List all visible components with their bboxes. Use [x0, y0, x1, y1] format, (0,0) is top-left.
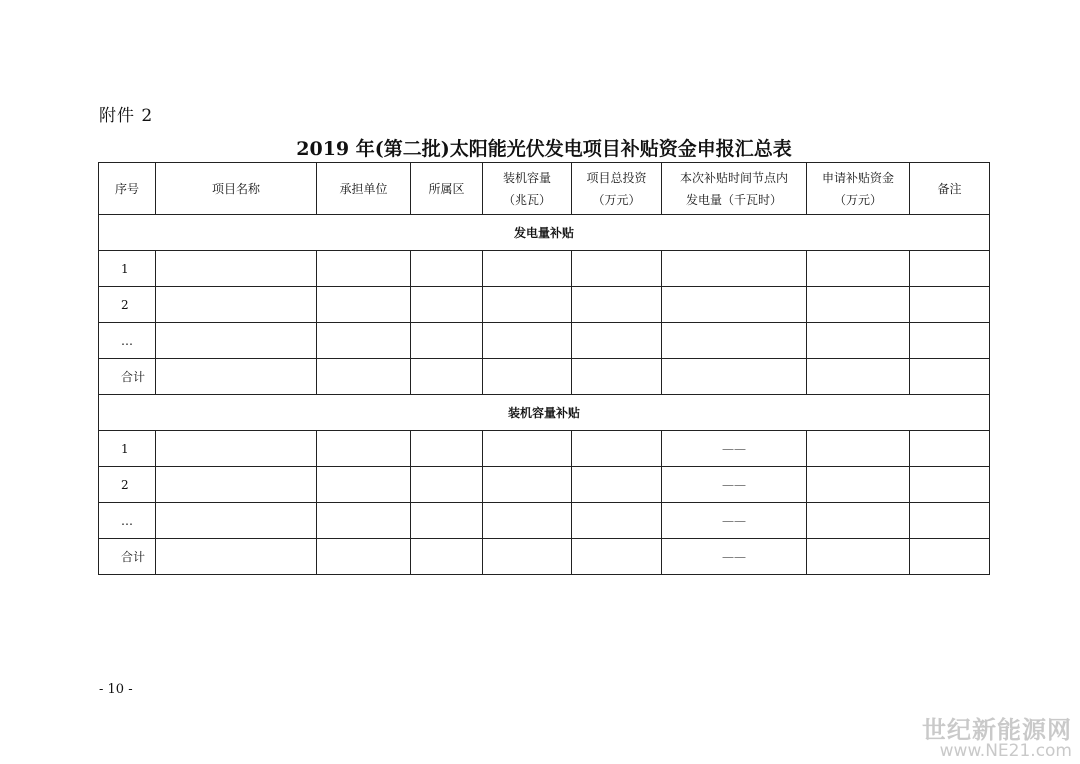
table-cell: [807, 359, 910, 395]
section-title: 发电量补贴: [99, 215, 990, 251]
watermark-text: 世纪新能源网: [922, 716, 1072, 744]
header-generation: 本次补贴时间节点内 发电量（千瓦时）: [662, 163, 807, 215]
generation-cell: [662, 287, 807, 323]
table-cell: [411, 503, 483, 539]
generation-cell: ——: [662, 539, 807, 575]
table-cell: [483, 287, 572, 323]
table-cell: [910, 359, 990, 395]
table-cell: [483, 431, 572, 467]
table-cell: [411, 431, 483, 467]
table-cell: [411, 287, 483, 323]
table-cell: [411, 467, 483, 503]
row-index: 1: [99, 431, 156, 467]
table-cell: [910, 323, 990, 359]
table-row-total: [99, 539, 990, 575]
table-cell: [156, 251, 317, 287]
generation-cell: [662, 323, 807, 359]
header-remarks: 备注: [910, 163, 990, 215]
row-index: 1: [99, 251, 156, 287]
generation-cell: [662, 359, 807, 395]
table-cell: [156, 539, 317, 575]
table-cell: [483, 539, 572, 575]
section-header-capacity-subsidy: [99, 395, 990, 431]
table-cell: [156, 359, 317, 395]
table-cell: [572, 287, 662, 323]
table-row: [99, 467, 990, 503]
summary-table: [98, 162, 990, 575]
table-cell: [317, 539, 411, 575]
table-row: [99, 323, 990, 359]
table-cell: [156, 323, 317, 359]
table-cell: [411, 539, 483, 575]
table-row: [99, 503, 990, 539]
table-row: [99, 287, 990, 323]
table-cell: [910, 539, 990, 575]
table-cell: [807, 431, 910, 467]
header-project-name: 项目名称: [156, 163, 317, 215]
header-subsidy-requested: 申请补贴资金 （万元）: [807, 163, 910, 215]
table-cell: [483, 503, 572, 539]
table-cell: [156, 431, 317, 467]
row-index: 2: [99, 287, 156, 323]
table-cell: [317, 359, 411, 395]
table-cell: [807, 323, 910, 359]
table-cell: [411, 359, 483, 395]
header-capacity: 装机容量 （兆瓦）: [483, 163, 572, 215]
generation-cell: [662, 251, 807, 287]
generation-cell: ——: [662, 503, 807, 539]
table-cell: [910, 467, 990, 503]
header-undertaking-unit: 承担单位: [317, 163, 411, 215]
table-cell: [572, 467, 662, 503]
header-index: 序号: [99, 163, 156, 215]
table-cell: [572, 251, 662, 287]
header-district: 所属区: [411, 163, 483, 215]
table-cell: [483, 323, 572, 359]
table-cell: [317, 323, 411, 359]
attachment-label: 附件 2: [99, 106, 154, 126]
table-row-total: [99, 359, 990, 395]
table-cell: [910, 431, 990, 467]
table-cell: [910, 503, 990, 539]
table-row: [99, 251, 990, 287]
row-index: …: [99, 323, 156, 359]
table-cell: [572, 503, 662, 539]
table-cell: [317, 467, 411, 503]
table-cell: [317, 503, 411, 539]
table-cell: [807, 251, 910, 287]
table-cell: [807, 287, 910, 323]
generation-cell: ——: [662, 431, 807, 467]
table-cell: [572, 359, 662, 395]
row-index: …: [99, 503, 156, 539]
page-number: - 10 -: [99, 682, 133, 697]
table-cell: [317, 251, 411, 287]
header-total-investment: 项目总投资 （万元）: [572, 163, 662, 215]
table-cell: [317, 431, 411, 467]
table-cell: [910, 251, 990, 287]
table-cell: [156, 287, 317, 323]
watermark-url: www.NE21.com: [939, 741, 1072, 761]
header-row: [99, 163, 990, 215]
table-cell: [483, 359, 572, 395]
table-cell: [572, 431, 662, 467]
watermark: [912, 710, 1072, 761]
table-cell: [411, 251, 483, 287]
section-title: 装机容量补贴: [99, 395, 990, 431]
table-cell: [807, 467, 910, 503]
table-cell: [483, 467, 572, 503]
document-title: 2019 年(第二批)太阳能光伏发电项目补贴资金申报汇总表: [296, 138, 792, 160]
generation-cell: ——: [662, 467, 807, 503]
table-cell: [483, 251, 572, 287]
table-cell: [156, 467, 317, 503]
table-cell: [156, 503, 317, 539]
table-cell: [807, 539, 910, 575]
section-header-generation-subsidy: [99, 215, 990, 251]
table-cell: [411, 323, 483, 359]
table-cell: [572, 323, 662, 359]
row-index: 2: [99, 467, 156, 503]
table-cell: [807, 503, 910, 539]
table-row: [99, 431, 990, 467]
table-cell: [910, 287, 990, 323]
row-index: 合计: [99, 359, 156, 395]
table-cell: [317, 287, 411, 323]
table-cell: [572, 539, 662, 575]
row-index: 合计: [99, 539, 156, 575]
